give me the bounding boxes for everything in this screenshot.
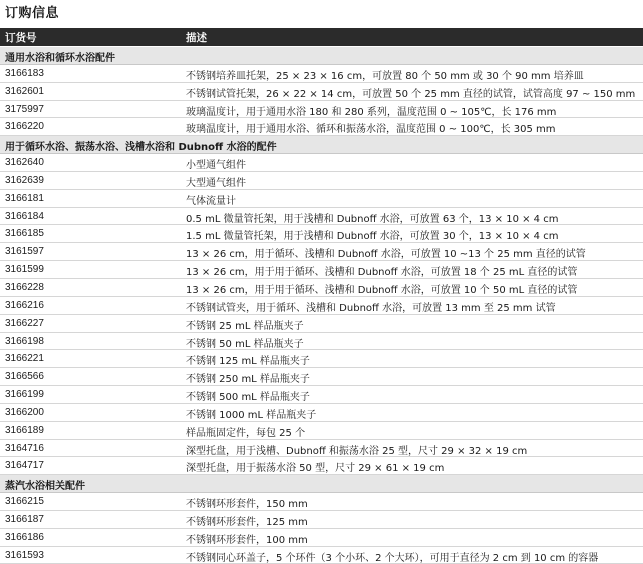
item-description: 大型通气组件 xyxy=(186,177,246,189)
table-row xyxy=(0,440,643,458)
item-description: 深型托盘，用于振荡水浴 50 型，尺寸 29 × 61 × 19 cm xyxy=(186,463,445,475)
item-description: 1.5 mL 微量管托架，用于浅槽和 Dubnoff 水浴，可放置 30 个，13 × 10 × 4 cm xyxy=(186,231,559,243)
header-desc: 描述 xyxy=(186,32,207,44)
item-description: 13 × 26 cm，用于用于循环、浅槽和 Dubnoff 水浴，可放置 18 个 25 mL 直径的试管 xyxy=(186,267,578,279)
table-row xyxy=(0,547,643,564)
table-row xyxy=(0,315,643,333)
table-row xyxy=(0,118,643,136)
item-description: 不锈钢 50 mL 样品瓶夹子 xyxy=(186,338,304,350)
order-code: 3166215 xyxy=(5,496,44,508)
order-code: 3166199 xyxy=(5,389,44,401)
item-description: 不锈钢同心环盖子，5 个环件（3 个小环、2 个大环），可用于直径为 2 cm 到 10 cm 的容器 xyxy=(186,552,599,564)
order-code: 3162601 xyxy=(5,85,44,97)
table-row xyxy=(0,386,643,404)
item-description: 不锈钢 1000 mL 样品瓶夹子 xyxy=(186,409,317,421)
table-row xyxy=(0,529,643,547)
table-row xyxy=(0,333,643,351)
table-row xyxy=(0,101,643,119)
table-row xyxy=(0,190,643,208)
table-row xyxy=(0,172,643,190)
table-row xyxy=(0,350,643,368)
item-description: 不锈钢 125 mL 样品瓶夹子 xyxy=(186,356,310,368)
item-description: 不锈钢环形套件，100 mm xyxy=(186,534,308,546)
order-code: 3166566 xyxy=(5,371,44,383)
order-code: 3166187 xyxy=(5,513,44,525)
item-description: 深型托盘，用于浅槽、Dubnoff 和振荡水浴 25 型，尺寸 29 × 32 × 19 cm xyxy=(186,445,528,457)
table-row xyxy=(0,279,643,297)
section-label: 蒸汽水浴相关配件 xyxy=(5,481,85,493)
table-row xyxy=(0,297,643,315)
item-description: 不锈钢试管夹，用于循环、浅槽和 Dubnoff 水浴，可放置 13 mm 至 25 mm 试管 xyxy=(186,302,556,314)
order-code: 3166184 xyxy=(5,210,44,222)
table-body xyxy=(0,47,643,564)
item-description: 13 × 26 cm，用于用于循环、浅槽和 Dubnoff 水浴，可放置 10 个 50 mL 直径的试管 xyxy=(186,284,578,296)
order-code: 3164717 xyxy=(5,460,44,472)
item-description: 不锈钢 25 mL 样品瓶夹子 xyxy=(186,320,304,332)
table-row xyxy=(0,368,643,386)
order-code: 3166221 xyxy=(5,353,44,365)
order-code: 3166228 xyxy=(5,281,44,293)
table-row xyxy=(0,65,643,83)
table-row xyxy=(0,243,643,261)
order-code: 3166183 xyxy=(5,67,44,79)
item-description: 小型通气组件 xyxy=(186,160,246,172)
table-row xyxy=(0,422,643,440)
item-description: 不锈钢 250 mL 样品瓶夹子 xyxy=(186,374,310,386)
section-label: 通用水浴和循环水浴配件 xyxy=(5,53,115,64)
item-description: 不锈钢 500 mL 样品瓶夹子 xyxy=(186,392,310,404)
order-code: 3162639 xyxy=(5,174,44,186)
item-description: 气体流量计 xyxy=(186,195,236,207)
section-header xyxy=(0,47,643,65)
table-row xyxy=(0,404,643,422)
item-description: 玻璃温度计，用于通用水浴 180 和 280 系列，温度范围 0 ~ 105℃，长 176 mm xyxy=(186,106,557,118)
order-code: 3166185 xyxy=(5,228,44,240)
table-header xyxy=(0,28,643,46)
order-code: 3166198 xyxy=(5,335,44,347)
item-description: 不锈钢培养皿托架，25 × 23 × 16 cm，可放置 80 个 50 mm 或 30 个 90 mm 培养皿 xyxy=(186,70,584,82)
order-code: 3166181 xyxy=(5,192,44,204)
order-code: 3161593 xyxy=(5,549,44,561)
order-code: 3166186 xyxy=(5,531,44,543)
order-code: 3166216 xyxy=(5,299,44,311)
table-row xyxy=(0,261,643,279)
order-code: 3166227 xyxy=(5,317,44,329)
order-code: 3164716 xyxy=(5,442,44,454)
order-code: 3166220 xyxy=(5,121,44,133)
order-code: 3162640 xyxy=(5,157,44,169)
section-header xyxy=(0,475,643,493)
order-code: 3166189 xyxy=(5,424,44,436)
order-code: 3161597 xyxy=(5,246,44,258)
page-title: 订购信息 xyxy=(5,6,60,21)
item-description: 0.5 mL 微量管托架，用于浅槽和 Dubnoff 水浴，可放置 63 个，13 × 10 × 4 cm xyxy=(186,213,559,225)
order-code: 3175997 xyxy=(5,103,44,115)
table-row xyxy=(0,493,643,511)
order-code: 3166200 xyxy=(5,406,44,418)
item-description: 不锈钢环形套件，125 mm xyxy=(186,516,308,528)
item-description: 玻璃温度计，用于通用水浴、循环和振荡水浴，温度范围 0 ~ 100℃，长 305 mm xyxy=(186,124,556,136)
table-row xyxy=(0,83,643,101)
item-description: 13 × 26 cm，用于循环、浅槽和 Dubnoff 水浴，可放置 10 ~13 个 25 mm 直径的试管 xyxy=(186,249,586,261)
table-row xyxy=(0,511,643,529)
section-header xyxy=(0,136,643,154)
item-description: 不锈钢环形套件，150 mm xyxy=(186,499,308,511)
table-row xyxy=(0,225,643,243)
item-description: 不锈钢试管托架，26 × 22 × 14 cm，可放置 50 个 25 mm 直径的试管，试管高度 97 ~ 150 mm xyxy=(186,88,636,100)
order-code: 3161599 xyxy=(5,264,44,276)
item-description: 样品瓶固定件，每包 25 个 xyxy=(186,427,306,439)
section-label: 用于循环水浴、振荡水浴、浅槽水浴和 Dubnoff 水浴的配件 xyxy=(5,142,277,154)
table-row xyxy=(0,208,643,226)
table-row xyxy=(0,154,643,172)
header-code: 订货号 xyxy=(5,32,37,44)
table-row xyxy=(0,457,643,475)
